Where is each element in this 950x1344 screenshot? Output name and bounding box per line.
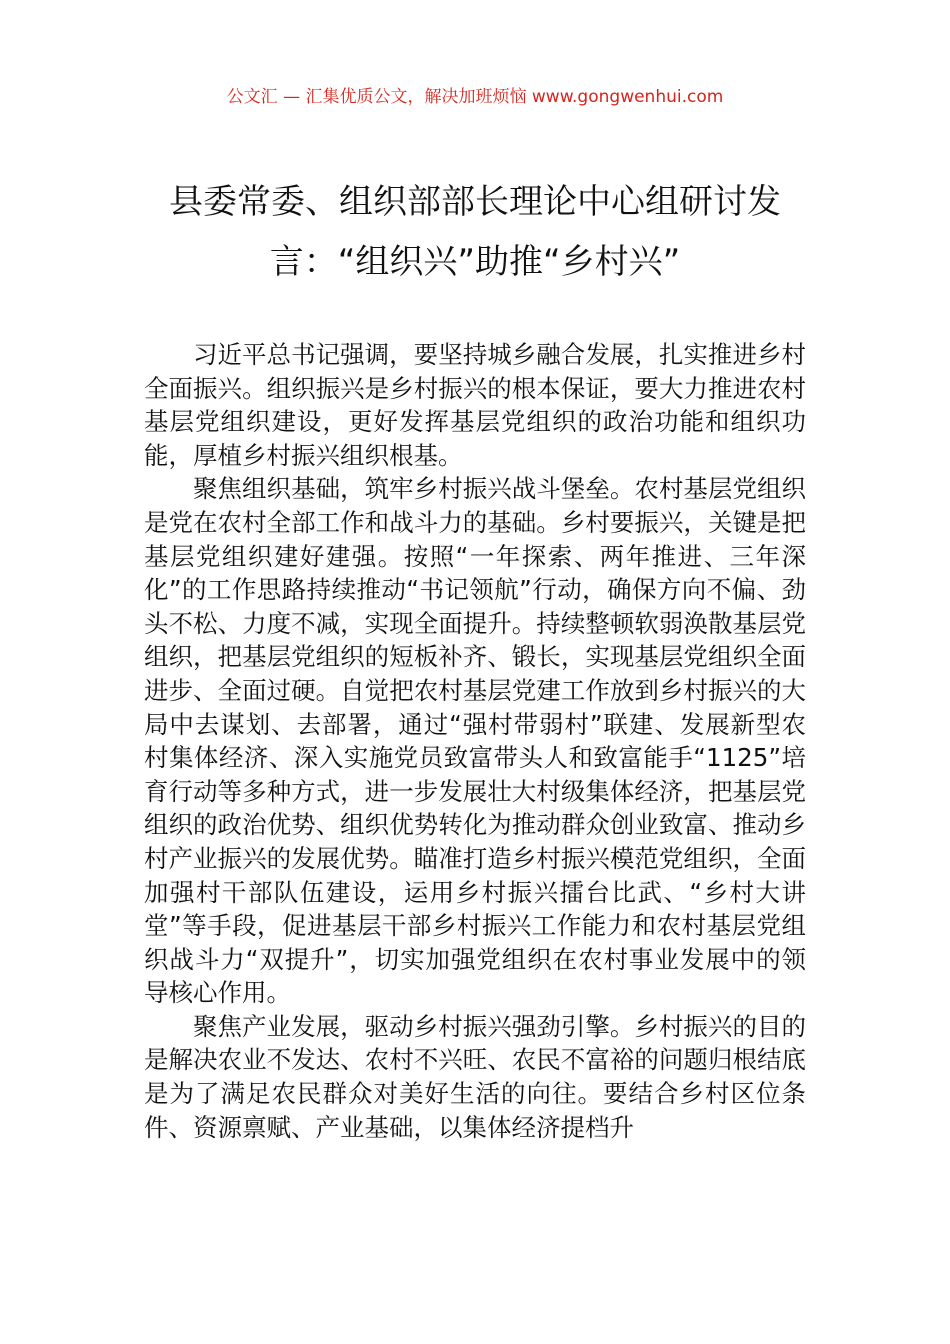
title-line-2: 言：“组织兴”助推“乡村兴” (269, 242, 681, 282)
paragraph-industry-development: 聚焦产业发展，驱动乡村振兴强劲引擎。乡村振兴的目的是解决农业不发达、农村不兴旺、农民不富裕的问题归根结底是为了满足农民群众对美好生活的向往。要结合乡村区位条件、资源禀赋、产业基础，以集体经济提档升 (144, 1011, 806, 1142)
document-title (140, 172, 810, 292)
document-body (144, 338, 806, 1144)
site-banner: 公文汇 — 汇集优质公文，解决加班烦恼 www.gongwenhui.com (226, 87, 724, 107)
paragraph-intro: 习近平总书记强调，要坚持城乡融合发展，扎实推进乡村全面振兴。组织振兴是乡村振兴的根本保证，要大力推进农村基层党组织建设，更好发挥基层党组织的政治功能和组织功能，厚植乡村振兴组织根基。 (144, 340, 806, 470)
paragraph-organization-foundation: 聚焦组织基础，筑牢乡村振兴战斗堡垒。农村基层党组织是党在农村全部工作和战斗力的基础。乡村要振兴，关键是把基层党组织建好建强。按照“一年探索、两年推进、三年深化”的工作思路持续推动“书记领航”行动，确保方向不偏、劲头不松、力度不减，实现全面提升。持续整顿软弱涣散基层党组织，把基层党组织的短板补齐、锻长，实现基层党组织全面进步、全面过硬。自觉把农村基层党建工作放到乡村振兴的大局中去谋划、去部署，通过“强村带弱村”联建、发展新型农村集体经济、深入实施党员致富带头人和致富能手“1125”培育行动等多种方式，进一步发展壮大村级集体经济，把基层党组织的政治优势、组织优势转化为推动群众创业致富、推动乡村产业振兴的发展优势。瞄准打造乡村振兴模范党组织，全面加强村干部队伍建设，运用乡村振兴擂台比武、“乡村大讲堂”等手段，促进基层干部乡村振兴工作能力和农村基层党组织战斗力“双提升”，切实加强党组织在农村事业发展中的领导核心作用。 (144, 474, 806, 1008)
title-line-1: 县委常委、组织部部长理论中心组研讨发 (169, 182, 781, 222)
